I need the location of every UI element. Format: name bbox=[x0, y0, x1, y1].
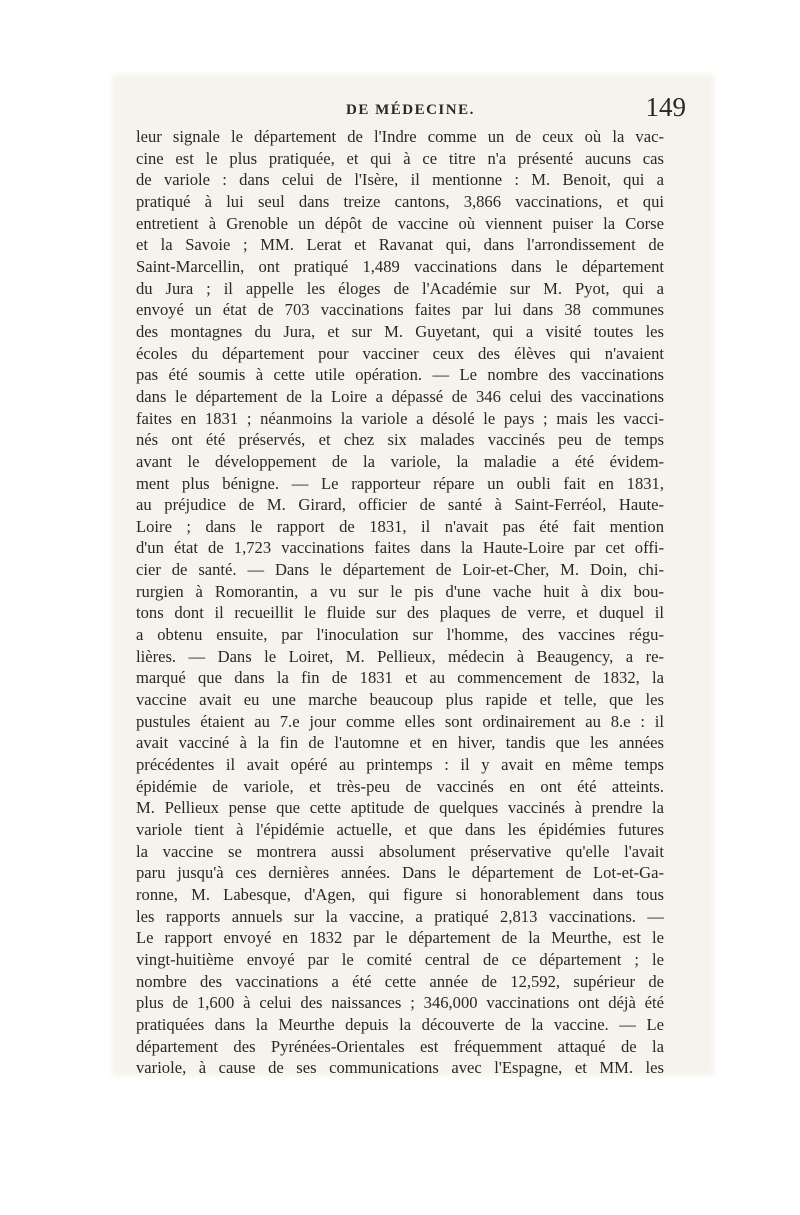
text-line: vaccine avait eu une marche beaucoup plus rapide et telle, que les bbox=[136, 690, 664, 710]
text-line: avait vacciné à la fin de l'automne et en hiver, tandis que les années bbox=[136, 733, 664, 753]
text-line: faites en 1831 ; néanmoins la variole a désolé le pays ; mais les vacci- bbox=[136, 408, 664, 428]
text-line: tons dont il recueillit le fluide sur des plaques de verre, et duquel il bbox=[136, 603, 664, 623]
text-line: Le rapport envoyé en 1832 par le département de la Meurthe, est le bbox=[136, 928, 664, 948]
text-line: marqué que dans la fin de 1831 et au commencement de 1832, la bbox=[136, 668, 664, 688]
text-line: du Jura ; il appelle les éloges de l'Académie sur M. Pyot, qui a bbox=[136, 278, 664, 298]
text-line: et la Savoie ; MM. Lerat et Ravanat qui, dans l'arrondissement de bbox=[136, 235, 664, 255]
text-line: au préjudice de M. Girard, officier de santé à Saint-Ferréol, Haute- bbox=[136, 495, 664, 515]
text-line: ment plus bénigne. — Le rapporteur répare un oubli fait en 1831, bbox=[136, 473, 664, 493]
page-number: 149 bbox=[645, 92, 686, 122]
text-line: ronne, M. Labesque, d'Agen, qui figure si honorablement dans tous bbox=[136, 884, 664, 904]
text-line: cier de santé. — Dans le département de Loir-et-Cher, M. Doin, chi- bbox=[136, 560, 664, 580]
running-title: DE MÉDECINE. bbox=[346, 102, 475, 118]
text-line: cine est le plus pratiquée, et qui à ce titre n'a présenté aucuns cas bbox=[136, 148, 664, 168]
text-line: épidémie de variole, et très-peu de vaccinés en ont été atteints. bbox=[136, 776, 664, 796]
text-line: plus de 1,600 à celui des naissances ; 346,000 vaccinations ont déjà été bbox=[136, 993, 664, 1013]
text-line: des montagnes du Jura, et sur M. Guyetant, qui a visité toutes les bbox=[136, 321, 664, 341]
text-line: lières. — Dans le Loiret, M. Pellieux, médecin à Beaugency, a re- bbox=[136, 646, 664, 666]
text-line: département des Pyrénées-Orientales est fréquemment attaqué de la bbox=[136, 1036, 664, 1056]
text-line: variole, à cause de ses communications avec l'Espagne, et MM. les bbox=[136, 1058, 664, 1078]
text-line: pas été soumis à cette utile opération. — Le nombre des vaccinations bbox=[136, 365, 664, 385]
text-line: variole tient à l'épidémie actuelle, et que dans les épidémies futures bbox=[136, 820, 664, 839]
text-line: dans le département de la Loire a dépassé de 346 celui des vaccinations bbox=[136, 386, 664, 406]
text-line: nombre des vaccinations a été cette année de 12,592, supérieur de bbox=[136, 971, 664, 991]
text-line: les rapports annuels sur la vaccine, a pratiqué 2,813 vaccinations. — bbox=[136, 906, 664, 926]
text-line: pratiqué à lui seul dans treize cantons, 3,866 vaccinations, et qui bbox=[136, 191, 664, 211]
text-line: pustules étaient au 7.e jour comme elles sont ordinairement au 8.e : il bbox=[136, 711, 664, 731]
text-line: envoyé un état de 703 vaccinations faites par lui dans 38 communes bbox=[136, 300, 664, 320]
text-line: de variole : dans celui de l'Isère, il mentionne : M. Benoit, qui a bbox=[136, 170, 664, 190]
text-line: Saint-Marcellin, ont pratiqué 1,489 vaccinations dans le département bbox=[136, 256, 664, 276]
running-header bbox=[138, 92, 690, 126]
text-line: pratiquées dans la Meurthe depuis la découverte de la vaccine. — Le bbox=[136, 1014, 664, 1034]
text-line: leur signale le département de l'Indre comme un de ceux où la vac- bbox=[136, 127, 664, 146]
text-line: entretient à Grenoble un dépôt de vaccine où viennent puiser la Corse bbox=[136, 213, 664, 233]
text-line: paru jusqu'à ces dernières années. Dans le département de Lot-et-Ga- bbox=[136, 863, 664, 883]
text-line: avant le développement de la variole, la maladie a été évidem- bbox=[136, 451, 664, 471]
text-line: a obtenu ensuite, par l'inoculation sur l'homme, des vaccines régu- bbox=[136, 625, 664, 645]
text-line: M. Pellieux pense que cette aptitude de quelques vaccinés à prendre la bbox=[136, 798, 664, 818]
text-line: d'un état de 1,723 vaccinations faites dans la Haute-Loire par cet offi- bbox=[136, 538, 664, 558]
text-line: rurgien à Romorantin, a vu sur le pis d'une vache huit à dix bou- bbox=[136, 581, 664, 601]
text-line: vingt-huitième envoyé par le comité central de ce département ; le bbox=[136, 949, 664, 969]
text-line: nés ont été préservés, et chez six malades vaccinés peu de temps bbox=[136, 430, 664, 450]
text-line: la vaccine se montrera aussi absolument préservative qu'elle l'avait bbox=[136, 841, 664, 861]
body-text bbox=[136, 126, 664, 1079]
text-line: précédentes il avait opéré au printemps : il y avait en même temps bbox=[136, 755, 664, 775]
text-line: Loire ; dans le rapport de 1831, il n'avait pas été fait mention bbox=[136, 516, 664, 536]
text-line: écoles du département pour vacciner ceux des élèves qui n'avaient bbox=[136, 343, 664, 363]
